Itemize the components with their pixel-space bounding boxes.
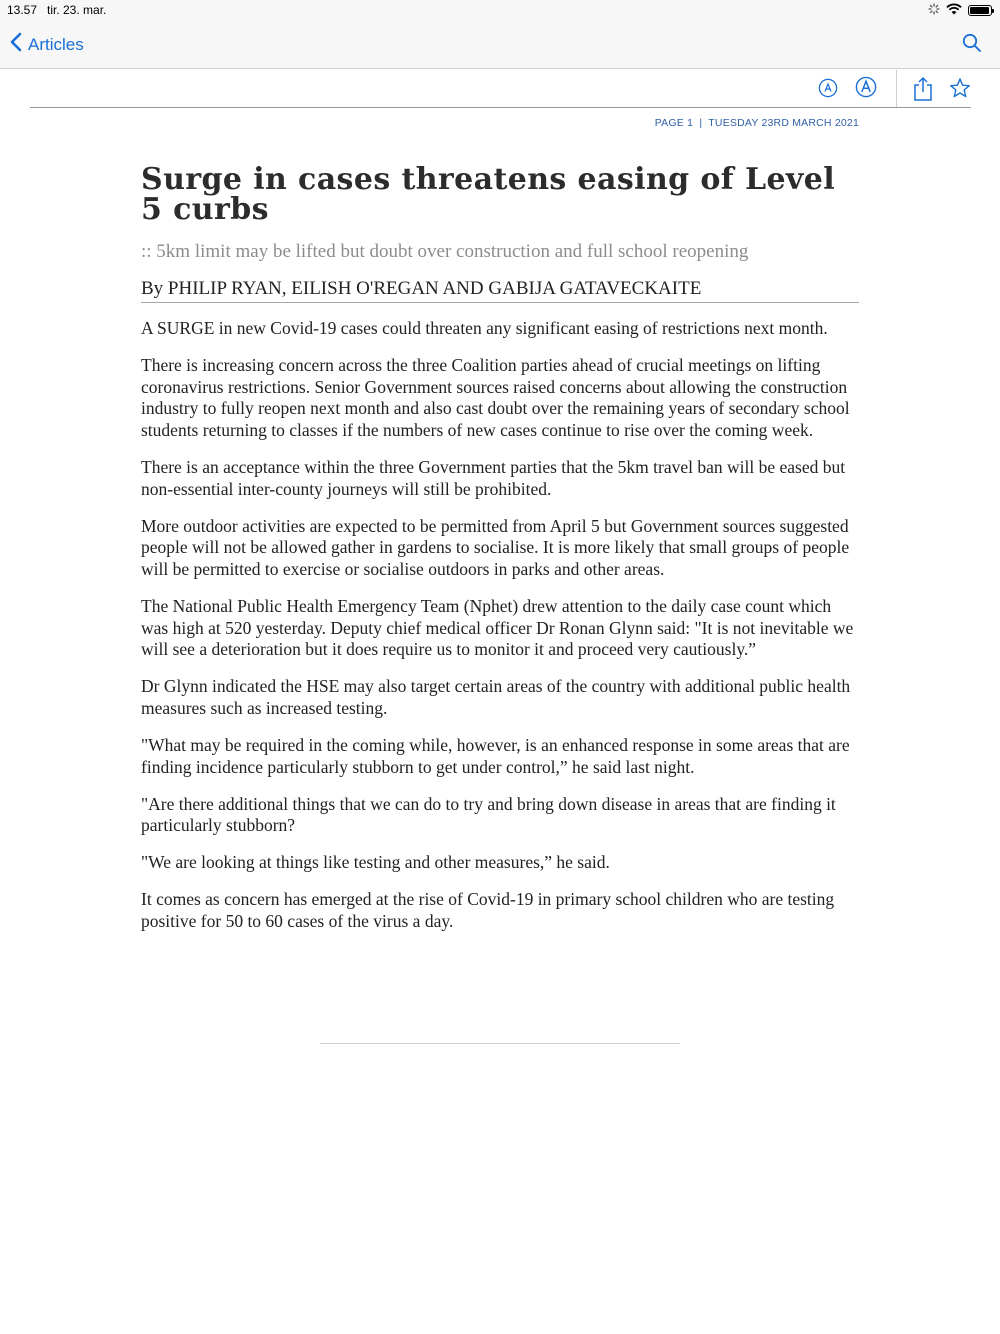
status-indicators xyxy=(928,3,992,18)
article-paragraph: "Are there additional things that we can do to try and bring down disease in areas that are finding it particularly stubborn? xyxy=(141,793,836,836)
back-button[interactable] xyxy=(10,32,84,57)
increase-font-button[interactable] xyxy=(855,76,877,103)
article-paragraph: More outdoor activities are expected to be permitted from April 5 but Government sources suggested people will not be allowed gather in gardens to socialise. It is more likely that small groups of people will be permitted to exercise or socialise outdoors in parks and other areas. xyxy=(141,515,850,579)
battery-fill xyxy=(970,7,989,14)
article-end-divider xyxy=(320,1043,680,1044)
status-date: tir. 23. mar. xyxy=(47,3,107,17)
article-byline: By PHILIP RYAN, EILISH O'REGAN AND GABIJA GATAVECKAITE xyxy=(141,277,859,303)
article-paragraph: There is an acceptance within the three Government parties that the 5km travel ban will be eased but non-essential inter-county journeys will still be prohibited. xyxy=(141,456,846,499)
article-toolbar xyxy=(30,70,971,108)
share-button[interactable] xyxy=(912,76,934,107)
navigation-bar xyxy=(0,22,1000,69)
search-button[interactable] xyxy=(962,33,982,58)
article-paragraph: It comes as concern has emerged at the rise of Covid-19 in primary school children who are testing positive for 50 to 60 cases of the virus a day. xyxy=(141,889,835,931)
activity-spinner-icon xyxy=(928,3,940,18)
article-paragraph: "What may be required in the coming while, however, is an enhanced response in some areas that are finding incidence particularly stubborn to get under control,” he said last night. xyxy=(141,734,850,777)
battery-icon xyxy=(968,5,992,16)
article-paragraph: Dr Glynn indicated the HSE may also target certain areas of the country with additional public health measures such as increased testing. xyxy=(141,676,851,718)
article-paragraph: The National Public Health Emergency Team (Nphet) drew attention to the daily case count which was high at 520 yesterday. Deputy chief medical officer Dr Ronan Glynn said: "It is not inevitable we will see a deterioration but it does require us to monitor it and proceed very cautiously.” xyxy=(141,595,854,660)
back-button-label: Articles xyxy=(28,34,84,54)
share-icon xyxy=(912,89,934,106)
chevron-left-icon xyxy=(10,32,22,57)
article-paragraph: There is increasing concern across the three Coalition parties ahead of crucial meetings on lifting coronavirus restrictions. Senior Government sources raised concerns about allowing the construction industry to fully reopen next month and also cast doubt over the remaining years of secondary school students returning to classes if the numbers of new cases continue to rise over the coming week. xyxy=(141,355,850,440)
article-paragraph: A SURGE in new Covid-19 cases could threaten any significant easing of restrictions next month. xyxy=(141,318,828,338)
article-body xyxy=(141,318,859,933)
article xyxy=(141,108,859,948)
font-smaller-icon xyxy=(818,85,838,102)
article-paragraph: "We are looking at things like testing and other measures,” he said. xyxy=(141,852,610,873)
article-headline: Surge in cases threatens easing of Level 5 curbs xyxy=(141,162,836,227)
article-subheadline: :: 5km limit may be lifted but doubt over construction and full school reopening xyxy=(141,241,749,262)
star-icon xyxy=(949,86,971,103)
favorite-button[interactable] xyxy=(949,77,971,104)
page-info: PAGE 1 | TUESDAY 23RD MARCH 2021 xyxy=(654,117,859,129)
font-larger-icon xyxy=(855,85,877,102)
decrease-font-button[interactable] xyxy=(818,78,838,103)
search-icon xyxy=(962,40,982,57)
status-bar xyxy=(0,0,1000,22)
toolbar-divider xyxy=(896,70,897,107)
status-time: 13.57 xyxy=(7,3,38,17)
wifi-icon xyxy=(946,3,962,18)
